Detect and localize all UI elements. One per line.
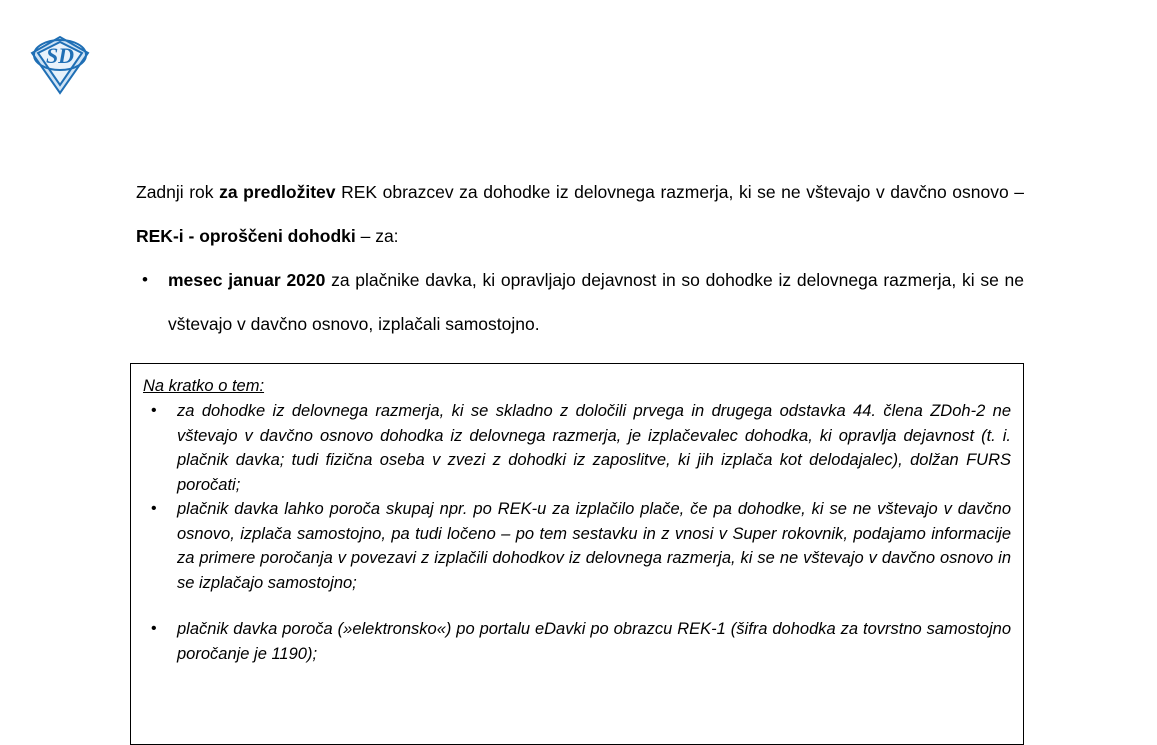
list-item xyxy=(136,258,1024,346)
document-content xyxy=(136,170,1024,346)
intro-bullet-0-strong: mesec januar 2020 xyxy=(168,270,326,290)
list-item: • za dohodke iz delovnega razmerja, ki se skladno z določili prvega in drugega odstavka 44. člena ZDoh-2 ne vštevajo v davčno osnovo dohodka iz delovnega razmerja, je izplačevalec dohodka, ki opravlja dejavnost (t. i. plačnik davka; tudi fizična oseba v zvezi z dohodki iz zaposlitve, ki jih izplača kot delodajalec), dolžan FURS poročati; xyxy=(143,399,1011,497)
summary-box-title: Na kratko o tem: xyxy=(143,377,265,395)
intro-seg-3: REK-i - oproščeni dohodki xyxy=(136,226,356,246)
intro-bullet-list xyxy=(136,258,1024,346)
intro-seg-4: – za: xyxy=(355,226,399,246)
intro-paragraph xyxy=(136,170,1024,258)
svg-text:SD: SD xyxy=(45,43,75,68)
list-item: • plačnik davka lahko poroča skupaj npr. po REK-u za izplačilo plače, če pa dohodke, ki se ne vštevajo v davčno osnovo, izplača samostojno, pa tudi ločeno – po tem sestavku in z vnosi v Super rokovnik, podajamo informacije za primere poročanja v povezavi z izplačili dohodkov iz delovnega razmerja, ki se ne vštevajo v davčno osnovo in se izplačajo samostojno; xyxy=(143,497,1011,595)
summary-box-list xyxy=(143,399,1011,666)
company-logo xyxy=(22,33,98,97)
intro-seg-2: REK obrazcev za dohodke iz delovnega razmerja, ki se ne vštevajo v davčno osnovo – xyxy=(335,182,1024,202)
summary-box xyxy=(130,363,1024,745)
intro-seg-1: za predložitev xyxy=(219,182,336,202)
intro-seg-0: Zadnji rok xyxy=(136,182,220,202)
list-item: • plačnik davka poroča (»elektronsko«) po portalu eDavki po obrazcu REK-1 (šifra dohodka za tovrstno samostojno poročanje je 1190); xyxy=(143,617,1011,666)
intro-bullet-0-text: za plačnike davka, ki opravljajo dejavnost in so dohodke iz delovnega razmerja, ki se ne vštevajo v davčno osnovo, izplačali samostojno. xyxy=(168,270,1024,334)
